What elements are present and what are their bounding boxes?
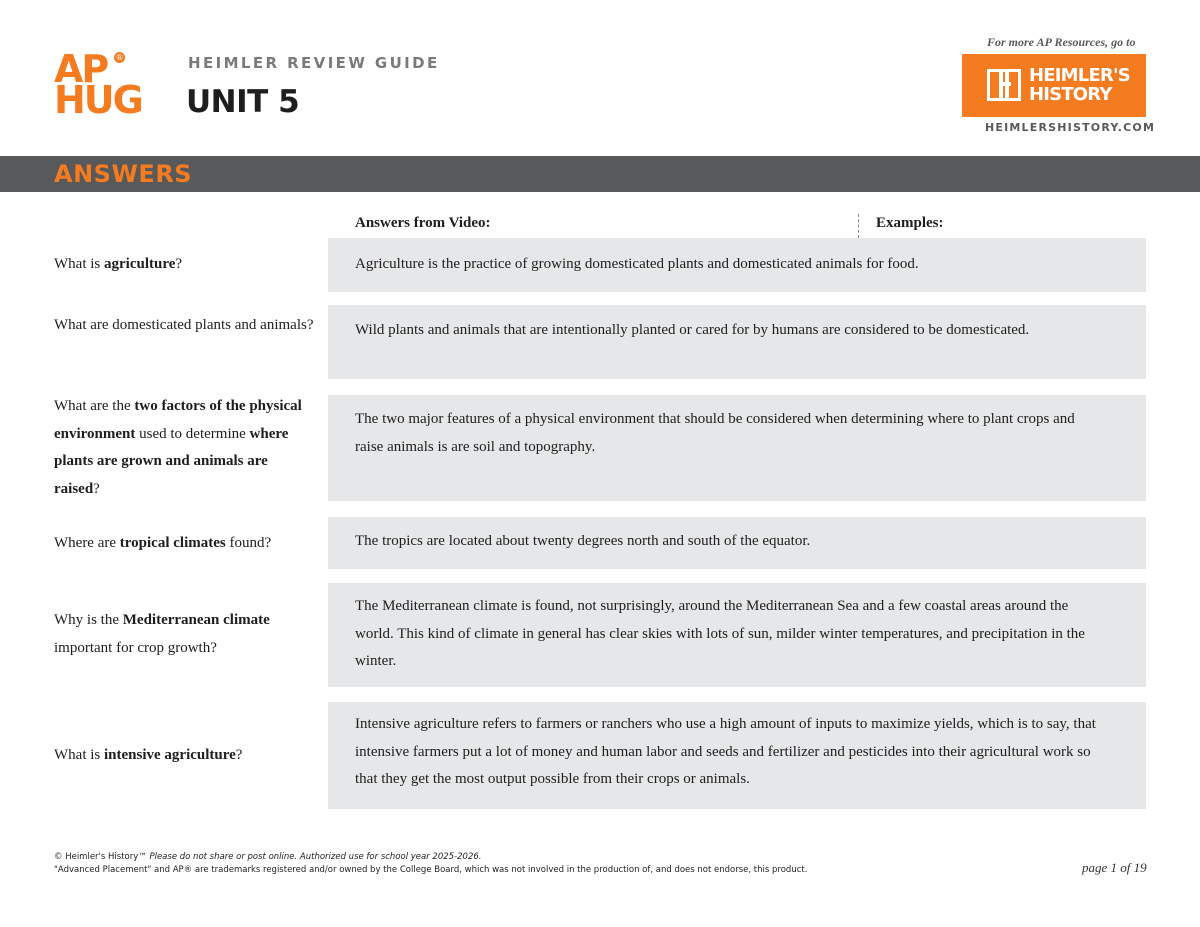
banner-title: ANSWERS [54,160,193,188]
guide-label: HEIMLER REVIEW GUIDE [188,54,440,72]
question-text: important for crop growth? [54,639,217,656]
examples-column-header: Examples: [876,215,944,231]
question-keyword: where plants are grown and animals are raised [54,425,289,497]
ap-hug-logo [54,47,150,122]
question-text: What is [54,747,104,763]
brand-url-link[interactable]: HEIMLERSHISTORY.COM [985,121,1156,134]
question-2 [54,312,314,340]
question-text: What is [54,256,104,272]
question-text: ? [235,747,243,763]
question-keyword: tropical climates [119,535,226,551]
question-4 [54,530,314,558]
question-text: used to determine [135,425,250,442]
unit-title: UNIT 5 [186,84,300,120]
logo-registered-mark: ® [115,53,124,62]
question-5 [54,607,314,662]
brand-line2: HISTORY [1029,84,1112,105]
answer-1: Agriculture is the practice of growing domesticated plants and domesticated animals for food. [328,238,1146,292]
footer-copyright: © Heimler's History™ [54,852,147,862]
question-6 [54,742,314,770]
answer-6: Intensive agriculture refers to farmers or ranchers who use a high amount of inputs to maximize yields, which is to say, that intensive farmers put a lot of money and human labor and seeds and fertilizer and pesticides into their agricultural work so that they get the most output possible from their crops or animals. [328,702,1146,809]
brand-name [1029,66,1130,104]
answers-banner [0,156,1200,192]
brand-line1: HEIMLER'S [1029,65,1130,86]
question-text: What are the [54,398,135,414]
answers-column-header: Answers from Video: [355,215,491,231]
question-text: ? [175,256,183,272]
heimlers-history-logo[interactable] [962,54,1146,117]
question-1 [54,251,314,279]
answer-5: The Mediterranean climate is found, not surprisingly, around the Mediterranean Sea and a few coastal areas around the world. This kind of climate in general has clear skies with lots of sun, milder winter temperatures, and precipitation in the winter. [328,583,1146,687]
hh-monogram-icon [987,69,1021,101]
question-text: Why is the [54,612,123,628]
question-text: found? [225,535,272,551]
logo-ap-text: AP [54,47,108,91]
page-number: page 1 of 19 [1082,860,1147,875]
more-resources-text: For more AP Resources, go to [987,35,1136,49]
question-keyword: agriculture [104,256,176,272]
question-3 [54,393,314,503]
question-keyword: Mediterranean climate [122,612,270,628]
question-text: Where are [54,535,120,551]
column-divider [858,214,859,238]
answer-2: Wild plants and animals that are intentionally planted or cared for by humans are considered to be domesticated. [328,305,1146,379]
footer-copyright-line [54,852,481,862]
question-text: What are domesticated plants and animals? [54,317,314,333]
footer-trademark: "Advanced Placement" and AP® are trademarks registered and/or owned by the College Board, which was not involved in the production of, and does not endorse, this product. [54,865,808,875]
answer-3: The two major features of a physical environment that should be considered when determining where to plant crops and raise animals is are soil and topography. [328,395,1146,501]
logo-hug-text: HUG [54,78,142,122]
answer-4: The tropics are located about twenty degrees north and south of the equator. [328,517,1146,569]
question-keyword: two factors of the physical environment [54,398,302,442]
question-text: ? [93,480,100,497]
footer-notice: Please do not share or post online. Authorized use for school year 2025-2026. [149,852,482,862]
question-keyword: intensive agriculture [104,747,236,763]
